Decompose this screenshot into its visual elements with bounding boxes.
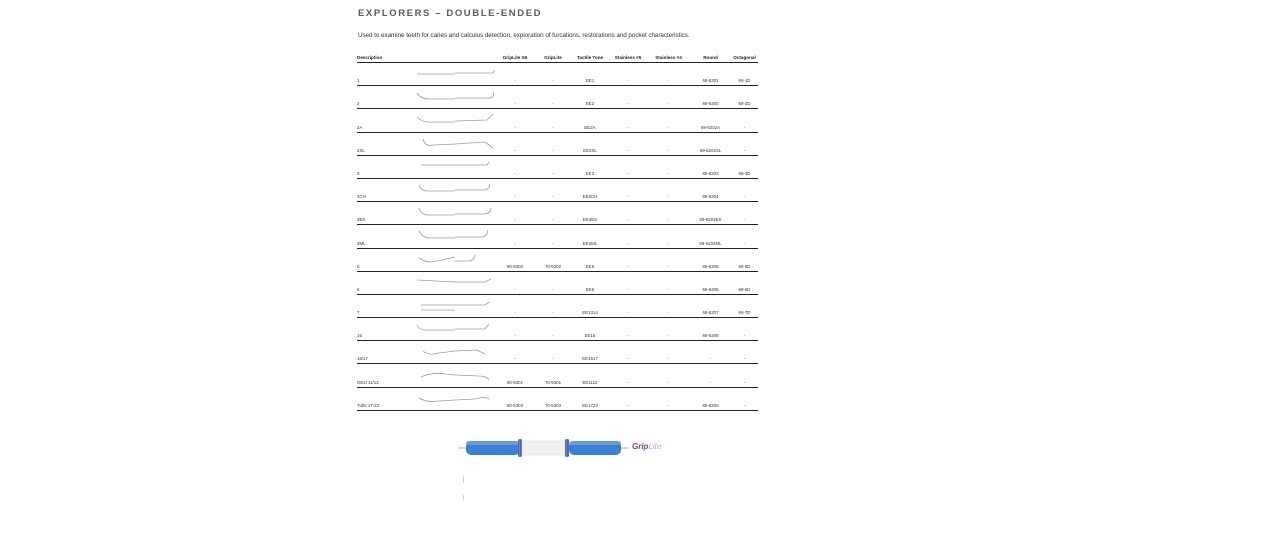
table-row — [357, 109, 758, 132]
cell-stainless-4: - — [647, 318, 690, 341]
explorer-instrument-icon — [415, 321, 495, 337]
cell-description: 16/17 — [357, 341, 415, 364]
cell-stainless-6: - — [609, 109, 647, 132]
cell-tactile-tone: EE2A — [571, 109, 609, 132]
cell-stainless-6: - — [609, 86, 647, 109]
header-round: Round — [690, 52, 731, 63]
cell-stainless-6: - — [609, 248, 647, 271]
cell-round: 69-6205 — [690, 271, 731, 294]
table-body — [357, 63, 758, 411]
cell-description: 16 — [357, 318, 415, 341]
cell-griplite: - — [535, 341, 571, 364]
cell-description: 3CH — [357, 178, 415, 201]
instrument-image — [415, 318, 495, 341]
cell-round: 69-6206 — [690, 248, 731, 271]
page-title: EXPLORERS – DOUBLE-ENDED — [358, 8, 543, 19]
explorer-instrument-icon — [415, 228, 495, 244]
cell-griplite: - — [535, 155, 571, 178]
cell-stainless-6: - — [609, 318, 647, 341]
cell-description: ODU 11/12 — [357, 364, 415, 387]
instrument-image — [415, 387, 495, 410]
cell-tactile-tone: EE3ES — [571, 202, 609, 225]
cell-stainless-4: - — [647, 225, 690, 248]
cell-octagonal: - — [731, 202, 758, 225]
instrument-image — [415, 225, 495, 248]
cell-tactile-tone: EE1723 — [571, 387, 609, 410]
cell-stainless-6: - — [609, 271, 647, 294]
cell-octagonal: - — [731, 387, 758, 410]
cell-round: 69-6209 — [690, 387, 731, 410]
cell-stainless-4: - — [647, 271, 690, 294]
header-griplite: GripLite — [535, 52, 571, 63]
header-image — [415, 52, 495, 63]
cell-round: 69-6204 — [690, 178, 731, 201]
table-row — [357, 271, 758, 294]
table-row — [357, 63, 758, 86]
table-row — [357, 86, 758, 109]
explorer-instrument-icon — [415, 66, 495, 82]
cell-round: 69-6208 — [690, 318, 731, 341]
cell-octagonal: - — [731, 132, 758, 155]
cell-octagonal: 69-7D — [731, 294, 758, 317]
table-row — [357, 294, 758, 317]
cell-griplite-s6: - — [495, 178, 535, 201]
cell-griplite-s6: 80-5302 — [495, 248, 535, 271]
cell-description: 2A — [357, 109, 415, 132]
instrument-image — [415, 248, 495, 271]
cell-griplite: - — [535, 63, 571, 86]
instrument-image — [415, 132, 495, 155]
cell-tactile-tone: EE3ML — [571, 225, 609, 248]
explorer-instrument-icon — [415, 205, 495, 221]
table-row — [357, 225, 758, 248]
instrument-image — [415, 294, 495, 317]
cell-description: 2 — [357, 86, 415, 109]
cell-stainless-4: - — [647, 132, 690, 155]
header-stainless-6: Stainless #6 — [609, 52, 647, 63]
explorer-instrument-icon — [415, 275, 495, 291]
cell-description: 2SL — [357, 132, 415, 155]
cell-stainless-4: - — [647, 248, 690, 271]
cell-stainless-6: - — [609, 202, 647, 225]
cell-octagonal: - — [731, 318, 758, 341]
cell-stainless-4: - — [647, 155, 690, 178]
cell-tactile-tone: EE1112 — [571, 364, 609, 387]
cell-tactile-tone: EE3CH — [571, 178, 609, 201]
cell-tactile-tone: EE16 — [571, 318, 609, 341]
explorers-table — [357, 52, 758, 411]
explorer-instrument-icon — [415, 136, 495, 152]
cell-round: 69-6202 — [690, 155, 731, 178]
cell-griplite: - — [535, 178, 571, 201]
cell-tactile-tone: EE2SL — [571, 132, 609, 155]
cell-stainless-6: - — [609, 341, 647, 364]
explorer-instrument-icon — [415, 344, 495, 360]
explorer-instrument-icon — [415, 252, 495, 268]
header-description: Description — [357, 52, 415, 63]
explorer-instrument-icon — [415, 391, 495, 407]
explorer-instrument-icon — [415, 368, 495, 384]
cell-stainless-6: - — [609, 63, 647, 86]
dimension-tick — [463, 476, 464, 483]
cell-description: 3 — [357, 155, 415, 178]
table-row — [357, 341, 758, 364]
cell-griplite-s6: - — [495, 294, 535, 317]
cell-round: 69-6203ML — [690, 225, 731, 248]
header-griplite-s6: GripLite S6 — [495, 52, 535, 63]
instrument-image — [415, 86, 495, 109]
cell-round: 69-6207 — [690, 294, 731, 317]
cell-stainless-4: - — [647, 364, 690, 387]
cell-round: 69-6201 — [690, 63, 731, 86]
cell-stainless-4: - — [647, 86, 690, 109]
cell-stainless-4: - — [647, 178, 690, 201]
cell-round: 69-6200 — [690, 86, 731, 109]
cell-griplite-s6: 80-5303 — [495, 387, 535, 410]
cell-griplite: - — [535, 225, 571, 248]
header-tactile-tone: Tactile Tone — [571, 52, 609, 63]
cell-stainless-6: - — [609, 387, 647, 410]
explorer-instrument-icon — [415, 159, 495, 175]
cell-stainless-6: - — [609, 294, 647, 317]
cell-griplite-s6: - — [495, 202, 535, 225]
cell-griplite: - — [535, 271, 571, 294]
cell-griplite-s6: - — [495, 155, 535, 178]
cell-description: 1 — [357, 63, 415, 86]
cell-tactile-tone: EE5 — [571, 248, 609, 271]
table-row — [357, 318, 758, 341]
instrument-image — [415, 202, 495, 225]
cell-octagonal: - — [731, 109, 758, 132]
cell-tactile-tone: EE1617 — [571, 341, 609, 364]
cell-octagonal: - — [731, 225, 758, 248]
cell-griplite-s6: - — [495, 109, 535, 132]
cell-description: 7 — [357, 294, 415, 317]
cell-griplite: 70-5303 — [535, 387, 571, 410]
cell-stainless-4: - — [647, 109, 690, 132]
instrument-image — [415, 341, 495, 364]
logo-grip-text: Grip — [632, 442, 649, 451]
cell-round: 69-6203ES — [690, 202, 731, 225]
cell-round: - — [690, 364, 731, 387]
cell-griplite: 70-5301 — [535, 364, 571, 387]
cell-octagonal: - — [731, 341, 758, 364]
table-row — [357, 178, 758, 201]
header-stainless-4: Stainless #4 — [647, 52, 690, 63]
cell-description: 5 — [357, 248, 415, 271]
instrument-image — [415, 63, 495, 86]
cell-griplite: - — [535, 202, 571, 225]
table-row — [357, 248, 758, 271]
cell-tactile-tone: EE6 — [571, 271, 609, 294]
cell-description: 3ES — [357, 202, 415, 225]
cell-octagonal: 69-3D — [731, 155, 758, 178]
cell-stainless-6: - — [609, 155, 647, 178]
dimension-tick — [463, 495, 464, 500]
table-row — [357, 202, 758, 225]
cell-stainless-4: - — [647, 294, 690, 317]
explorer-instrument-icon — [415, 89, 495, 105]
cell-octagonal: 69-2D — [731, 86, 758, 109]
cell-octagonal: - — [731, 364, 758, 387]
explorer-instrument-icon — [415, 298, 495, 314]
cell-description: Tufts 17-23 — [357, 387, 415, 410]
cell-stainless-6: - — [609, 132, 647, 155]
cell-griplite: - — [535, 132, 571, 155]
cell-griplite-s6: - — [495, 63, 535, 86]
intro-text: Used to examine teeth for caries and calculus detection, exploration of furcations, restorations and pocket characteristics. — [358, 32, 690, 39]
cell-griplite: - — [535, 109, 571, 132]
explorer-instrument-icon — [415, 182, 495, 198]
cell-tactile-tone: EE2 — [571, 86, 609, 109]
cell-description: 6 — [357, 271, 415, 294]
cell-octagonal: 69-6D — [731, 271, 758, 294]
cell-griplite: - — [535, 294, 571, 317]
cell-griplite-s6: - — [495, 341, 535, 364]
table-row — [357, 132, 758, 155]
griplite-logo — [632, 442, 661, 451]
table-row — [357, 364, 758, 387]
cell-stainless-6: - — [609, 364, 647, 387]
cell-round: - — [690, 341, 731, 364]
cell-stainless-4: - — [647, 202, 690, 225]
cell-tactile-tone: EE1314 — [571, 294, 609, 317]
table-row — [357, 387, 758, 410]
cell-griplite-s6: - — [495, 271, 535, 294]
cell-stainless-4: - — [647, 63, 690, 86]
table-row — [357, 155, 758, 178]
cell-stainless-4: - — [647, 341, 690, 364]
cell-octagonal: 69-1D — [731, 63, 758, 86]
cell-tactile-tone: EE3 — [571, 155, 609, 178]
logo-lite-text: Lite — [648, 442, 662, 451]
cell-griplite-s6: - — [495, 132, 535, 155]
cell-description: 3ML — [357, 225, 415, 248]
explorer-instrument-icon — [415, 112, 495, 128]
cell-stainless-6: - — [609, 225, 647, 248]
cell-griplite: - — [535, 318, 571, 341]
cell-griplite: 70-5302 — [535, 248, 571, 271]
cell-griplite-s6: - — [495, 225, 535, 248]
instrument-image — [415, 155, 495, 178]
header-octagonal: Octagonal — [731, 52, 758, 63]
table-header-row — [357, 52, 758, 63]
instrument-image — [415, 364, 495, 387]
cell-griplite-s6: - — [495, 86, 535, 109]
instrument-image — [415, 109, 495, 132]
cell-tactile-tone: EE1 — [571, 63, 609, 86]
cell-stainless-6: - — [609, 178, 647, 201]
cell-stainless-4: - — [647, 387, 690, 410]
cell-griplite: - — [535, 86, 571, 109]
cell-round: 69-6202SL — [690, 132, 731, 155]
cell-round: 69-6202A — [690, 109, 731, 132]
cell-griplite-s6: 80-5301 — [495, 364, 535, 387]
cell-octagonal: 69-5D — [731, 248, 758, 271]
instrument-image — [415, 178, 495, 201]
cell-octagonal: - — [731, 178, 758, 201]
instrument-image — [415, 271, 495, 294]
cell-griplite-s6: - — [495, 318, 535, 341]
